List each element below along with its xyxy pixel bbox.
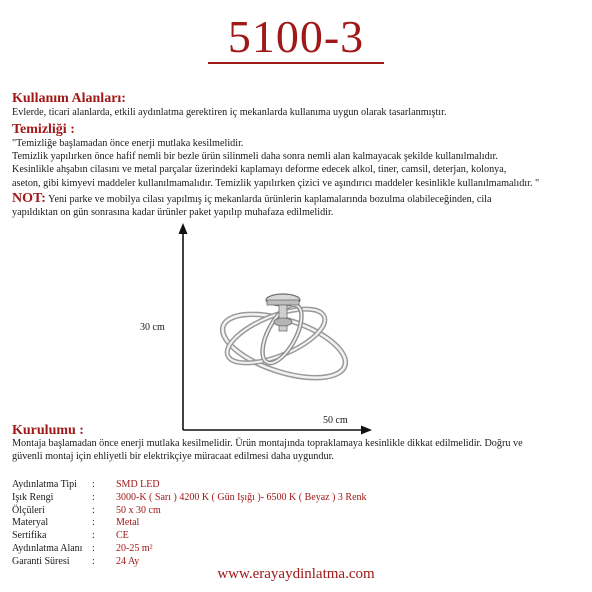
spec-value: 20-25 m²	[116, 542, 153, 554]
spec-colon: :	[92, 542, 95, 554]
spec-table	[12, 479, 367, 569]
note-label: NOT:	[12, 191, 46, 206]
spec-label: Aydınlatma Tipi	[12, 479, 77, 490]
spec-label: Işık Rengi	[12, 491, 54, 503]
spec-value: 24 Ay	[116, 555, 140, 567]
spec-value: 3000-K ( Sarı ) 4200 K ( Gün Işığı )- 6500 K ( Beyaz ) 3 Renk	[116, 491, 367, 503]
width-arrow-head	[361, 426, 372, 435]
installation-text	[12, 437, 523, 463]
website-url: www.erayaydinlatma.com	[217, 566, 375, 582]
note-line: Yeni parke ve mobilya cilası yapılmış iç mekanlarda ürünlerin kaplamalarında bozulma olabileceğinden, cila	[48, 194, 492, 205]
usage-text: Evlerde, ticari alanlarda, etkili aydınlatma gerektiren iç mekanlarda kullanıma uygun olarak tasarlanmıştır.	[12, 107, 447, 118]
spec-value: SMD LED	[116, 479, 160, 490]
spec-row	[12, 543, 367, 556]
spec-value: Metal	[116, 517, 140, 529]
spec-row	[12, 530, 367, 543]
installation-heading: Kurulumu :	[12, 423, 84, 438]
note-line: yapıldıktan on gün sonrasına kadar ürünler paket yapılıp muhafaza edilmelidir.	[12, 207, 334, 219]
cleaning-line: Kesinlikle ahşabın cilasını ve metal parçalar üzerindeki kaplamayı deforme edecek alkol, tiner, camsil, deterjan, kolonya,	[12, 164, 507, 176]
installation-line: Montaja başlamadan önce enerji mutlaka kesilmelidir. Ürün montajında topraklamaya kesinlikle dikkat edilmelidir. Doğru ve	[12, 438, 523, 449]
usage-heading: Kullanım Alanları:	[12, 91, 126, 106]
spec-label: Sertifika	[12, 530, 47, 542]
cleaning-line: aseton, gibi kimyevi maddeler kullanılmamalıdır. Temizlik yapılırken çizici ve aşındırıcı maddeler kesinlikle kullanılmamalıdır. "	[12, 177, 540, 189]
spec-value: 50 x 30 cm	[116, 504, 161, 516]
spec-colon: :	[92, 530, 95, 542]
spec-label: Ölçüleri	[12, 504, 45, 516]
height-arrow-head	[179, 223, 188, 234]
spec-label: Materyal	[12, 517, 49, 529]
spec-row	[12, 505, 367, 518]
width-dimension-label: 50 cm	[323, 415, 348, 426]
spec-colon: :	[92, 504, 95, 516]
cleaning-line: Temizlik yapılırken önce hafif nemli bir bezle ürün silinmeli daha sonra nemli alan kalmayacak şekilde kullanılmalıdır.	[12, 151, 498, 163]
product-code-title: 5100-3	[227, 11, 365, 62]
cleaning-heading: Temizliği :	[12, 122, 75, 137]
spec-value: CE	[116, 530, 129, 542]
cleaning-line: "Temizliğe başlamadan önce enerji mutlaka kesilmelidir.	[12, 138, 244, 149]
spec-colon: :	[92, 555, 95, 567]
installation-line: güvenli montaj için ehliyetli bir elektrikçiye müracaat edilmesi daha uygundur.	[12, 451, 334, 463]
spec-label: Garanti Süresi	[12, 555, 70, 567]
height-dimension-label: 30 cm	[140, 322, 165, 333]
spec-row	[12, 479, 367, 492]
chandelier-image	[215, 294, 353, 391]
spec-colon: :	[92, 491, 95, 503]
spec-row	[12, 492, 367, 505]
spec-label: Aydınlatma Alanı	[12, 542, 83, 554]
spec-colon: :	[92, 479, 95, 490]
spec-colon: :	[92, 517, 95, 529]
spec-row	[12, 517, 367, 530]
